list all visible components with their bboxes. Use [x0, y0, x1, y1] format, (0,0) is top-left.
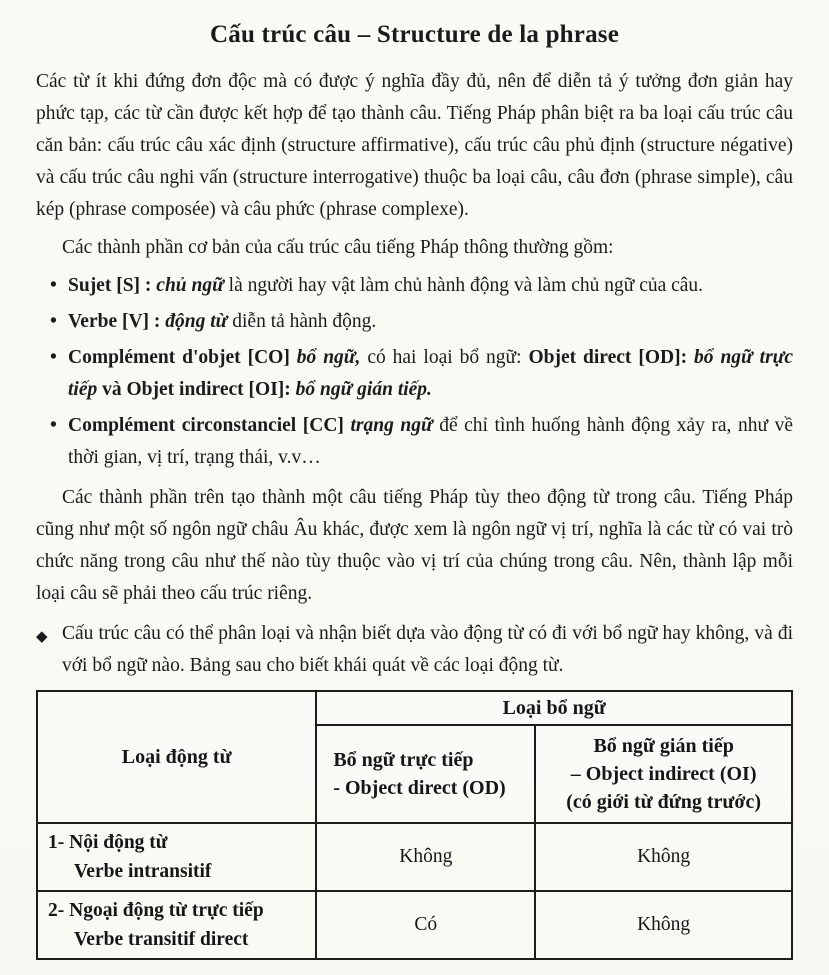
bullet-icon: • [50, 347, 57, 368]
page-title: Cấu trúc câu – Structure de la phrase [210, 21, 619, 48]
row-label-intransitive [37, 823, 316, 891]
subheader-line: Bổ ngữ gián tiếp [593, 735, 734, 757]
term-complement-circonstanciel: Complément circonstanciel [CC] [68, 415, 351, 436]
cell-transitive-direct-od: Có [316, 891, 535, 959]
list-item-sujet [36, 270, 793, 302]
row-label-line: 1- Nội động từ [48, 832, 168, 853]
intro-paragraph: Các từ ít khi đứng đơn độc mà có được ý nghĩa đầy đủ, nên để diễn tả ý tưởng đơn giản hay phức tạp, các từ cần được kết hợp để tạo thành câu. Tiếng Pháp phân biệt ra ba loại cấu trúc câu căn bản: cấu trúc câu xác định (structure affirmative), cấu trúc câu phủ định (structure négative) và cấu trúc câu nghi vấn (structure interrogative) thuộc ba loại câu, câu đơn (phrase simple), câu kép (phrase composée) và câu phức (phrase complexe). [36, 71, 793, 220]
verb-types-table [36, 690, 793, 960]
row-label-line: Verbe intransitif [74, 861, 212, 882]
position-language-paragraph: Các thành phần trên tạo thành một câu tiếng Pháp tùy theo động từ trong câu. Tiếng Pháp cũng như một số ngôn ngữ châu Âu khác, được xem là ngôn ngữ vị trí, nghĩa là các từ có vai trò chức năng trong câu như thế nào tùy thuộc vào vị trí của chúng trong câu. Nên, thành lập mỗi loại câu sẽ phải theo cấu trúc riêng. [36, 487, 793, 604]
bullet-text: diễn tả hành động. [232, 311, 377, 332]
subheader-line: - Object direct (OD) [333, 777, 506, 799]
cell-intransitive-direct: Không [316, 823, 535, 891]
cell-intransitive-indirect: Không [535, 823, 792, 891]
row-label-transitive-direct [37, 891, 316, 959]
term-objet-indirect: và Objet indirect [OI]: [102, 379, 296, 400]
list-item-complement-circonstanciel [36, 410, 793, 474]
components-intro-paragraph: Các thành phần cơ bản của cấu trúc câu tiếng Pháp thông thường gồm: [62, 237, 614, 258]
term-bo-ngu: bổ ngữ, [296, 347, 368, 368]
term-objet-direct: Objet direct [OD]: [528, 347, 695, 368]
bullet-icon: • [50, 275, 57, 296]
term-objet-indirect-vi: bổ ngữ gián tiếp. [295, 379, 432, 400]
term-objet-direct-vi: bổ ngữ trực tiếp [68, 347, 794, 400]
subheader-line: – Object indirect (OI) [570, 763, 757, 785]
subheader-line: Bổ ngữ trực tiếp [333, 749, 474, 771]
table-subheader-object-direct [316, 725, 535, 823]
bullet-text: để chỉ tình huống hành động xảy ra, như về thời gian, vị trí, trạng thái, v.v… [68, 415, 793, 468]
table-subheader-object-indirect [535, 725, 792, 823]
table-header-complement-type: Loại bổ ngữ [316, 691, 792, 725]
sentence-components-list [36, 270, 793, 474]
table-row-intransitive [37, 823, 792, 891]
bullet-icon: • [50, 415, 57, 436]
cell-transitive-direct-oi: Không [535, 891, 792, 959]
term-complement-objet: Complément d'objet [CO] [68, 347, 297, 368]
table-header-verb-type: Loại động từ [37, 691, 316, 823]
diamond-icon: ◆ [36, 629, 48, 645]
bullet-text: là người hay vật làm chủ hành động và làm chủ ngữ của câu. [228, 275, 704, 296]
bullet-text: có hai loại bổ ngữ: [367, 347, 529, 368]
term-verbe-vi: động từ [165, 311, 233, 332]
note-item [36, 618, 793, 682]
row-label-line: 2- Ngoại động từ trực tiếp [48, 900, 264, 921]
bullet-icon: • [50, 311, 57, 332]
subheader-line: (có giới từ đứng trước) [566, 791, 762, 813]
term-sujet-vi: chủ ngữ [156, 275, 229, 296]
list-item-verbe [36, 306, 793, 338]
term-verbe: Verbe [V] : [68, 311, 166, 332]
table-group-header-row [37, 691, 792, 725]
row-label-line: Verbe transitif direct [74, 929, 249, 950]
term-sujet: Sujet [S] : [68, 275, 157, 296]
table-row-transitive-direct [37, 891, 792, 959]
note-text: Cấu trúc câu có thể phân loại và nhận biết dựa vào động từ có đi với bổ ngữ hay không, và đi với bổ ngữ nào. Bảng sau cho biết khái quát về các loại động từ. [62, 623, 793, 676]
term-trang-ngu: trạng ngữ [350, 415, 440, 436]
list-item-complement-objet [36, 342, 793, 406]
